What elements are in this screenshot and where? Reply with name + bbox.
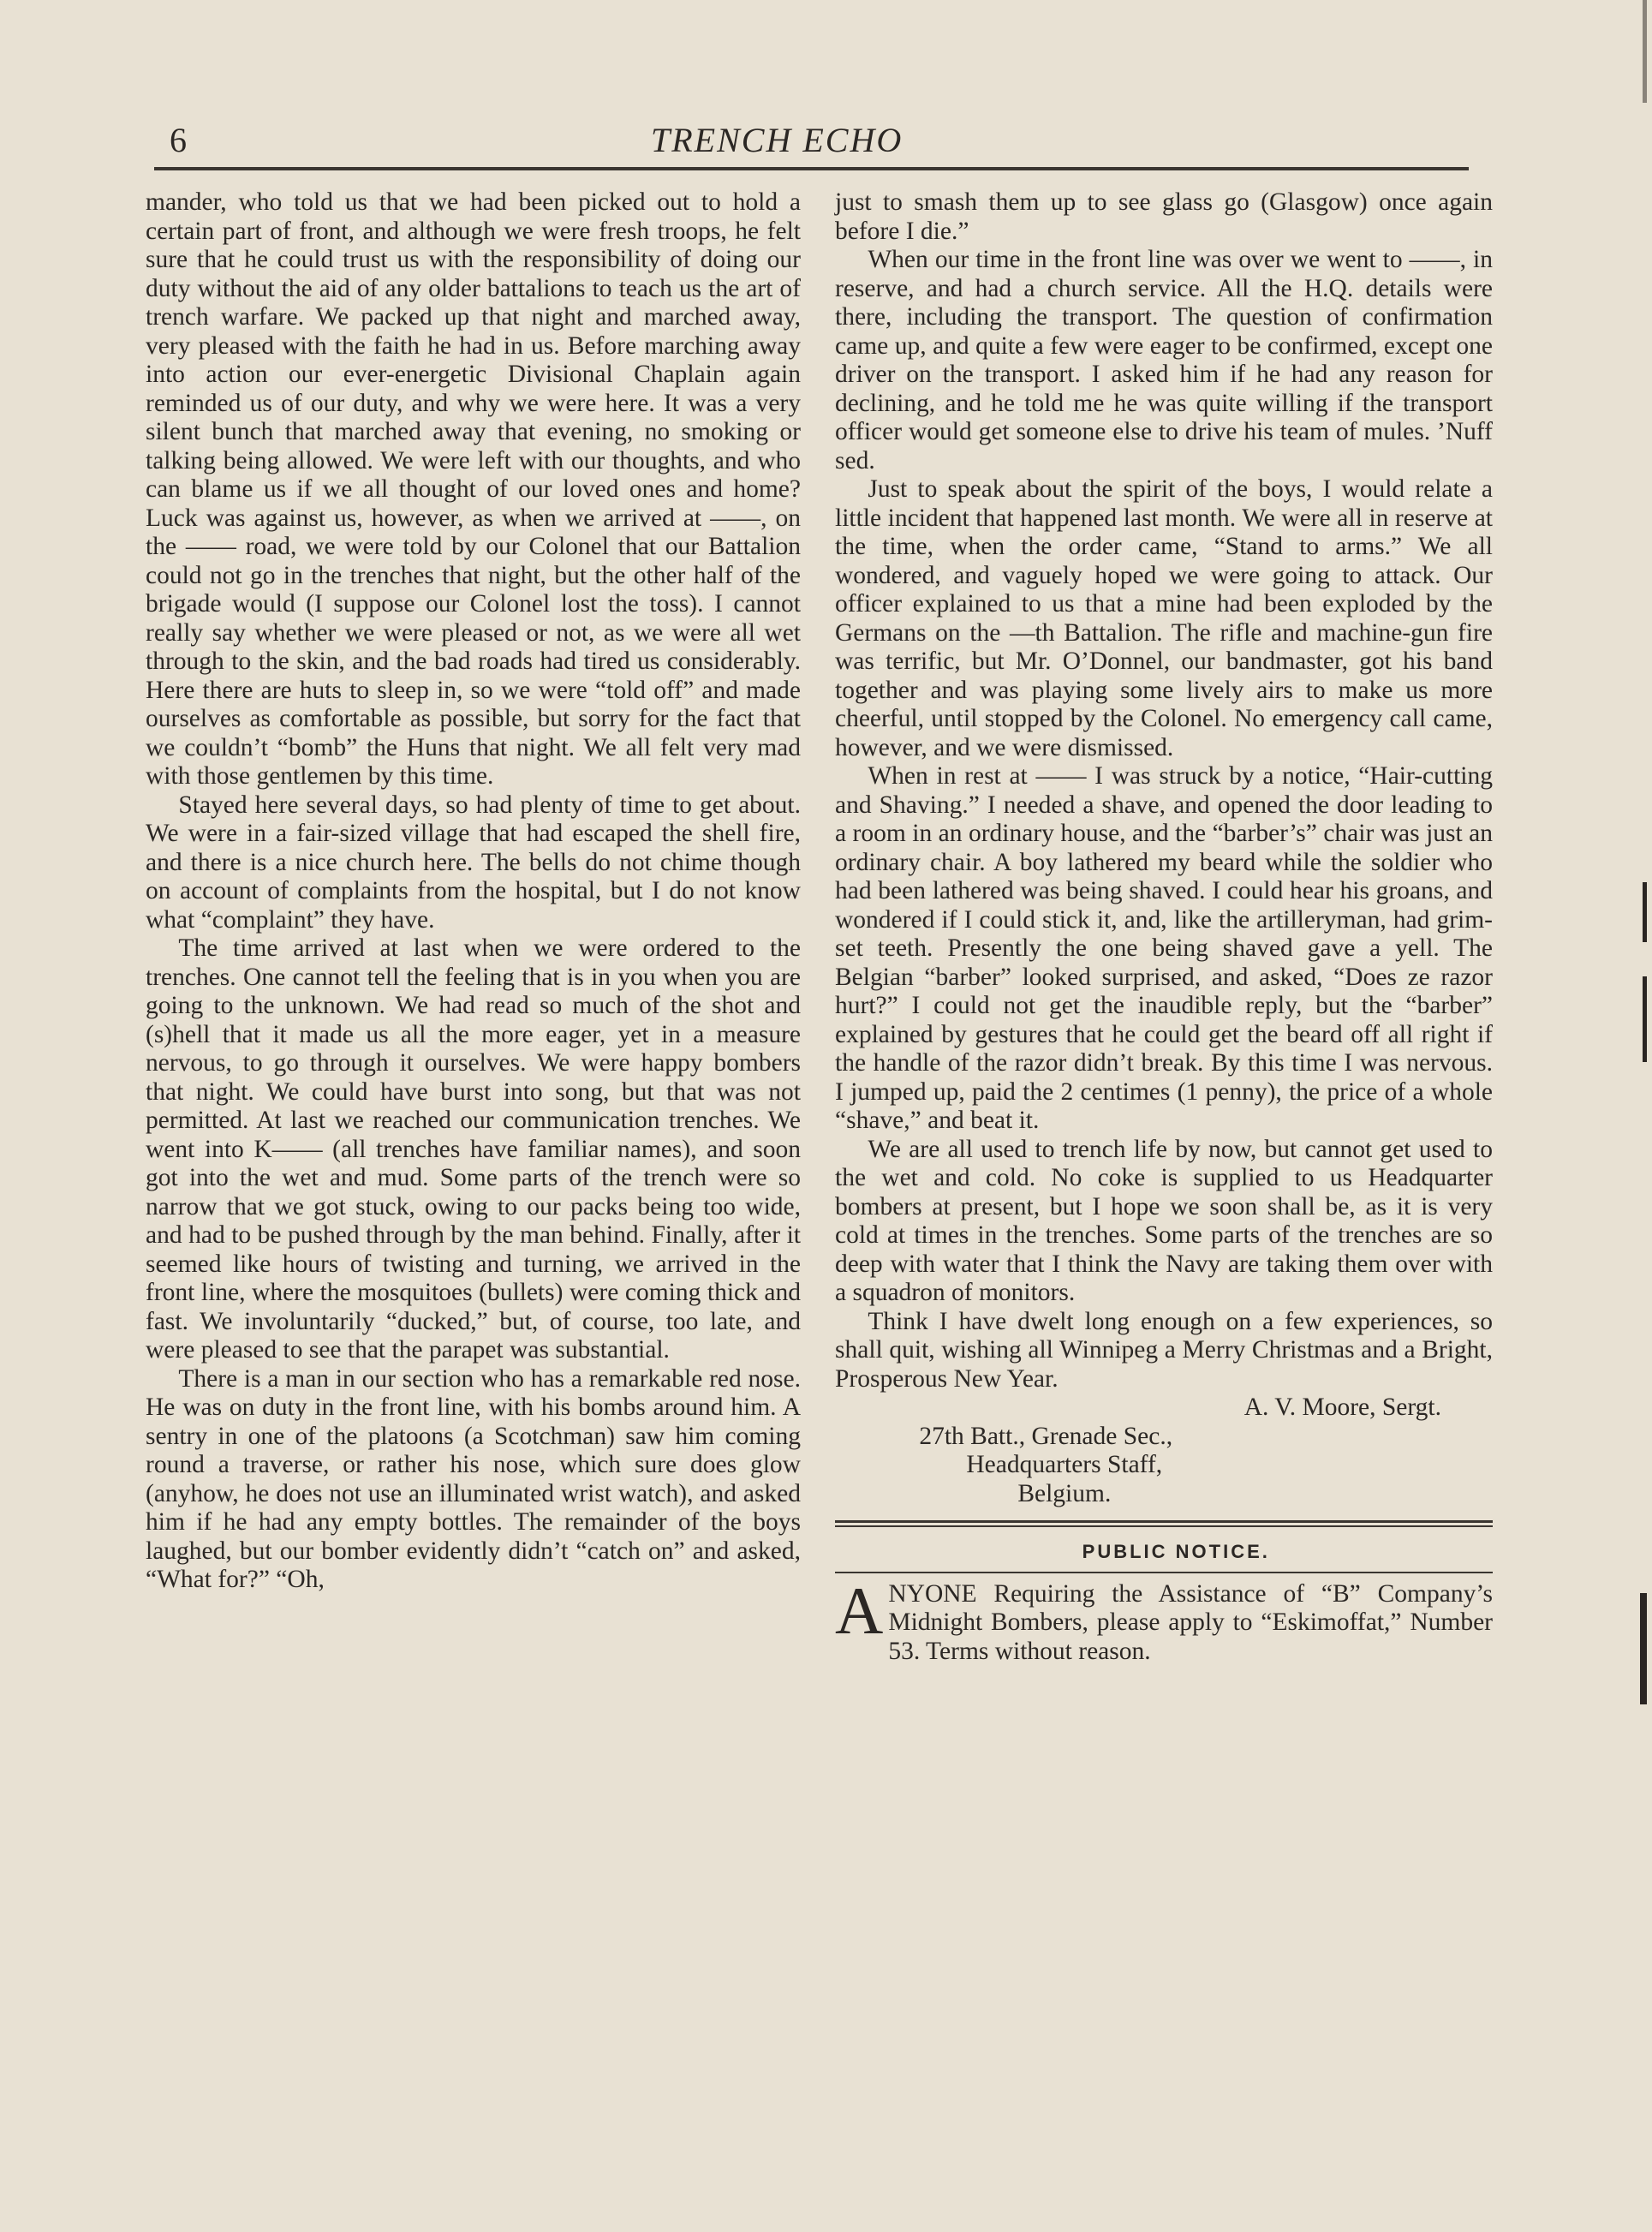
paragraph: Think I have dwelt long enough on a few experiences, so shall quit, wishing all Winnipeg a Merry Christmas and a Bright, Prosperous New Year. <box>835 1307 1493 1393</box>
notice-text: NYONE Requiring the Assistance of “B” Company’s Midnight Bombers, please apply to “Eskimoffat,” Number 53. Terms without reason. <box>888 1579 1493 1665</box>
left-column <box>146 188 801 1595</box>
drop-cap: A <box>835 1573 884 1648</box>
header-divider <box>154 167 1469 170</box>
paragraph: When in rest at —— I was struck by a notice, “Hair-cutting and Shaving.” I needed a shave, and opened the door leading to a room in an ordinary house, and the “barber’s” chair was just an ordinary chair. A boy lathered my beard while the soldier who had been lathered was being shaved. I could hear his groans, and wondered if I could stick it, and, like the artilleryman, had grim-set teeth. Presently the one being shaved gave a yell. The Belgian “barber” looked surprised, and asked, “Does ze razor hurt?” I could not get the inaudible reply, but the “barber” explained by gestures that he could get the beard off all right if the handle of the razor didn’t break. By this time I was nervous. I jumped up, paid the 2 centimes (1 penny), the price of a whole “shave,” and beat it. <box>835 762 1493 1134</box>
page-edge-marks <box>1635 0 1652 2232</box>
right-column <box>835 188 1493 1666</box>
journal-title: TRENCH ECHO <box>651 121 904 159</box>
paragraph: The time arrived at last when we were ordered to the trenches. One cannot tell the feeling that is in you when you are going to the unknown. We had read so much of the shot and (s)hell that it made us all the more eager, yet in a measure nervous, to go through it ourselves. We were happy bombers that night. We could have burst into song, but that was not permitted. At last we reached our communication trenches. We went into K—— (all trenches have familiar names), and soon got into the wet and mud. Some parts of the trench were so narrow that we got stuck, owing to our packs being too wide, and had to be pushed through by the man behind. Finally, after it seemed like hours of twisting and turning, we arrived in the front line, where the mosquitoes (bullets) were coming thick and fast. We involuntarily “ducked,” but, of course, too late, and were pleased to see that the parapet was substantial. <box>146 934 801 1364</box>
author-staff: Headquarters Staff, <box>966 1451 1163 1478</box>
author-location: Belgium. <box>1017 1479 1112 1507</box>
author-unit: 27th Batt., Grenade Sec., <box>919 1422 1173 1450</box>
paragraph: When our time in the front line was over we went to ——, in reserve, and had a church service. All the H.Q. details were there, including the transport. The question of confirmation came up, and quite a few were eager to be confirmed, except one driver on the transport. I asked him if he had any reason for declining, and he told me he was quite willing if the transport officer would get someone else to drive his team of mules. ’Nuff sed. <box>835 246 1493 474</box>
notice-body <box>835 1573 1493 1667</box>
paragraph: just to smash them up to see glass go (Glasgow) once again before I die.” <box>835 188 1493 245</box>
paragraph: Stayed here several days, so had plenty of time to get about. We were in a fair-sized village that had escaped the shell fire, and there is a nice church here. The bells do not chime though on account of complaints from the hospital, but I do not know what “complaint” they have. <box>146 791 801 934</box>
page-number: 6 <box>170 121 187 159</box>
paragraph: mander, who told us that we had been picked out to hold a certain part of front, and although we were fresh troops, he felt sure that he could trust us with the responsibility of doing our duty without the aid of any older battalions to teach us the art of trench warfare. We packed up that night and marched away, very pleased with the faith he had in us. Before marching away into action our ever-energetic Divisional Chaplain again reminded us of our duty, and why we were here. It was a very silent bunch that marched away that evening, no smoking or talking being allowed. We were left with our thoughts, and who can blame us if we all thought of our loved ones and home? Luck was against us, however, as when we arrived at ——, on the —— road, we were told by our Colonel that our Battalion could not go in the trenches that night, but the other half of the brigade would (I suppose our Colonel lost the toss). I cannot really say whether we were pleased or not, as we were all wet through to the skin, and the bad roads had tired us considerably. Here there are huts to sleep in, so we were “told off” and made ourselves as comfortable as possible, but sorry for the fact that we couldn’t “bomb” the Huns that night. We all felt very mad with those gentlemen by this time. <box>146 188 801 790</box>
author-signature: A. V. Moore, Sergt. <box>1243 1394 1441 1421</box>
section-divider <box>835 1520 1493 1527</box>
notice-heading: PUBLIC NOTICE. <box>1082 1541 1270 1562</box>
notice-divider <box>835 1572 1493 1573</box>
paragraph: Just to speak about the spirit of the boys, I would relate a little incident that happened last month. We were all in reserve at the time, when the order came, “Stand to arms.” We all wondered, and vaguely hoped we were going to attack. Our officer explained to us that a mine had been exploded by the Germans on the —th Battalion. The rifle and machine-gun fire was terrific, but Mr. O’Donnel, our bandmaster, got his band together and was playing some lively airs to make us more cheerful, until stopped by the Colonel. No emergency call came, however, and we were dismissed. <box>835 475 1493 761</box>
paragraph: We are all used to trench life by now, but cannot get used to the wet and cold. No coke is supplied to us Headquarter bombers at present, but I hope we soon shall be, as it is very cold at times in the trenches. Some parts of the trenches are so deep with water that I think the Navy are taking them over with a squadron of monitors. <box>835 1135 1493 1306</box>
paragraph: There is a man in our section who has a remarkable red nose. He was on duty in the front line, with his bombs around him. A sentry in one of the platoons (a Scotchman) saw him coming round a traverse, or rather his nose, which sure does glow (anyhow, he does not use an illuminated wrist watch), and asked him if he had any empty bottles. The remainder of the boys laughed, but our bomber evidently didn’t “catch on” and asked, “What for?” “Oh, <box>146 1364 801 1593</box>
